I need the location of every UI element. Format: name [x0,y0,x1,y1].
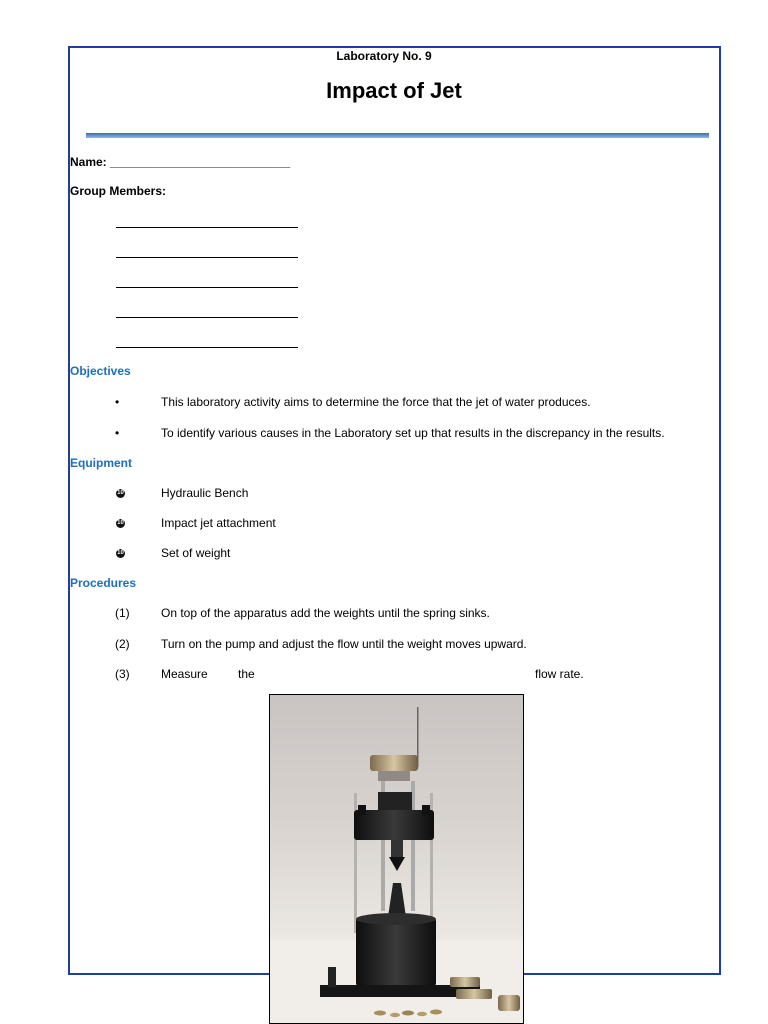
equipment-item: Impact jet attachment [161,516,276,530]
page-title: Impact of Jet [326,78,462,103]
procedure-number: (1) [115,606,130,620]
procedures-heading: Procedures [70,576,137,590]
apparatus-photo [269,694,524,1024]
member-blank-4[interactable] [116,316,298,318]
procedure-item: On top of the apparatus add the weights until the spring sinks. [161,606,490,620]
procedure-number: (3) [115,667,130,681]
procedure-item: Turn on the pump and adjust the flow until the weight moves upward. [161,637,527,651]
procedure-text-measure: Measure [161,667,208,681]
bullet-icon: • [115,426,120,440]
numbered-circle-icon: 10 [117,490,124,496]
group-members-label: Group Members: [70,184,167,198]
member-blank-3[interactable] [116,286,298,288]
member-blank-5[interactable] [116,346,298,348]
lab-number: Laboratory No. 9 [336,49,432,63]
member-blank-2[interactable] [116,256,298,258]
member-blank-1[interactable] [116,226,298,228]
objectives-heading: Objectives [70,364,131,378]
title-rule [86,133,709,138]
procedure-number: (2) [115,637,130,651]
equipment-item: Set of weight [161,546,231,560]
objective-item: This laboratory activity aims to determine the force that the jet of water produces. [161,395,591,409]
name-label: Name: ___________________________ [70,155,291,169]
objective-item: To identify various causes in the Laboratory set up that results in the discrepancy in the results. [161,426,665,440]
numbered-circle-icon: 10 [117,550,124,556]
procedure-text-the: the [238,667,255,681]
bullet-icon: • [115,395,120,409]
procedure-text-flow-rate: flow rate. [535,667,584,681]
equipment-item: Hydraulic Bench [161,486,249,500]
numbered-circle-icon: 10 [117,520,124,526]
equipment-heading: Equipment [70,456,132,470]
